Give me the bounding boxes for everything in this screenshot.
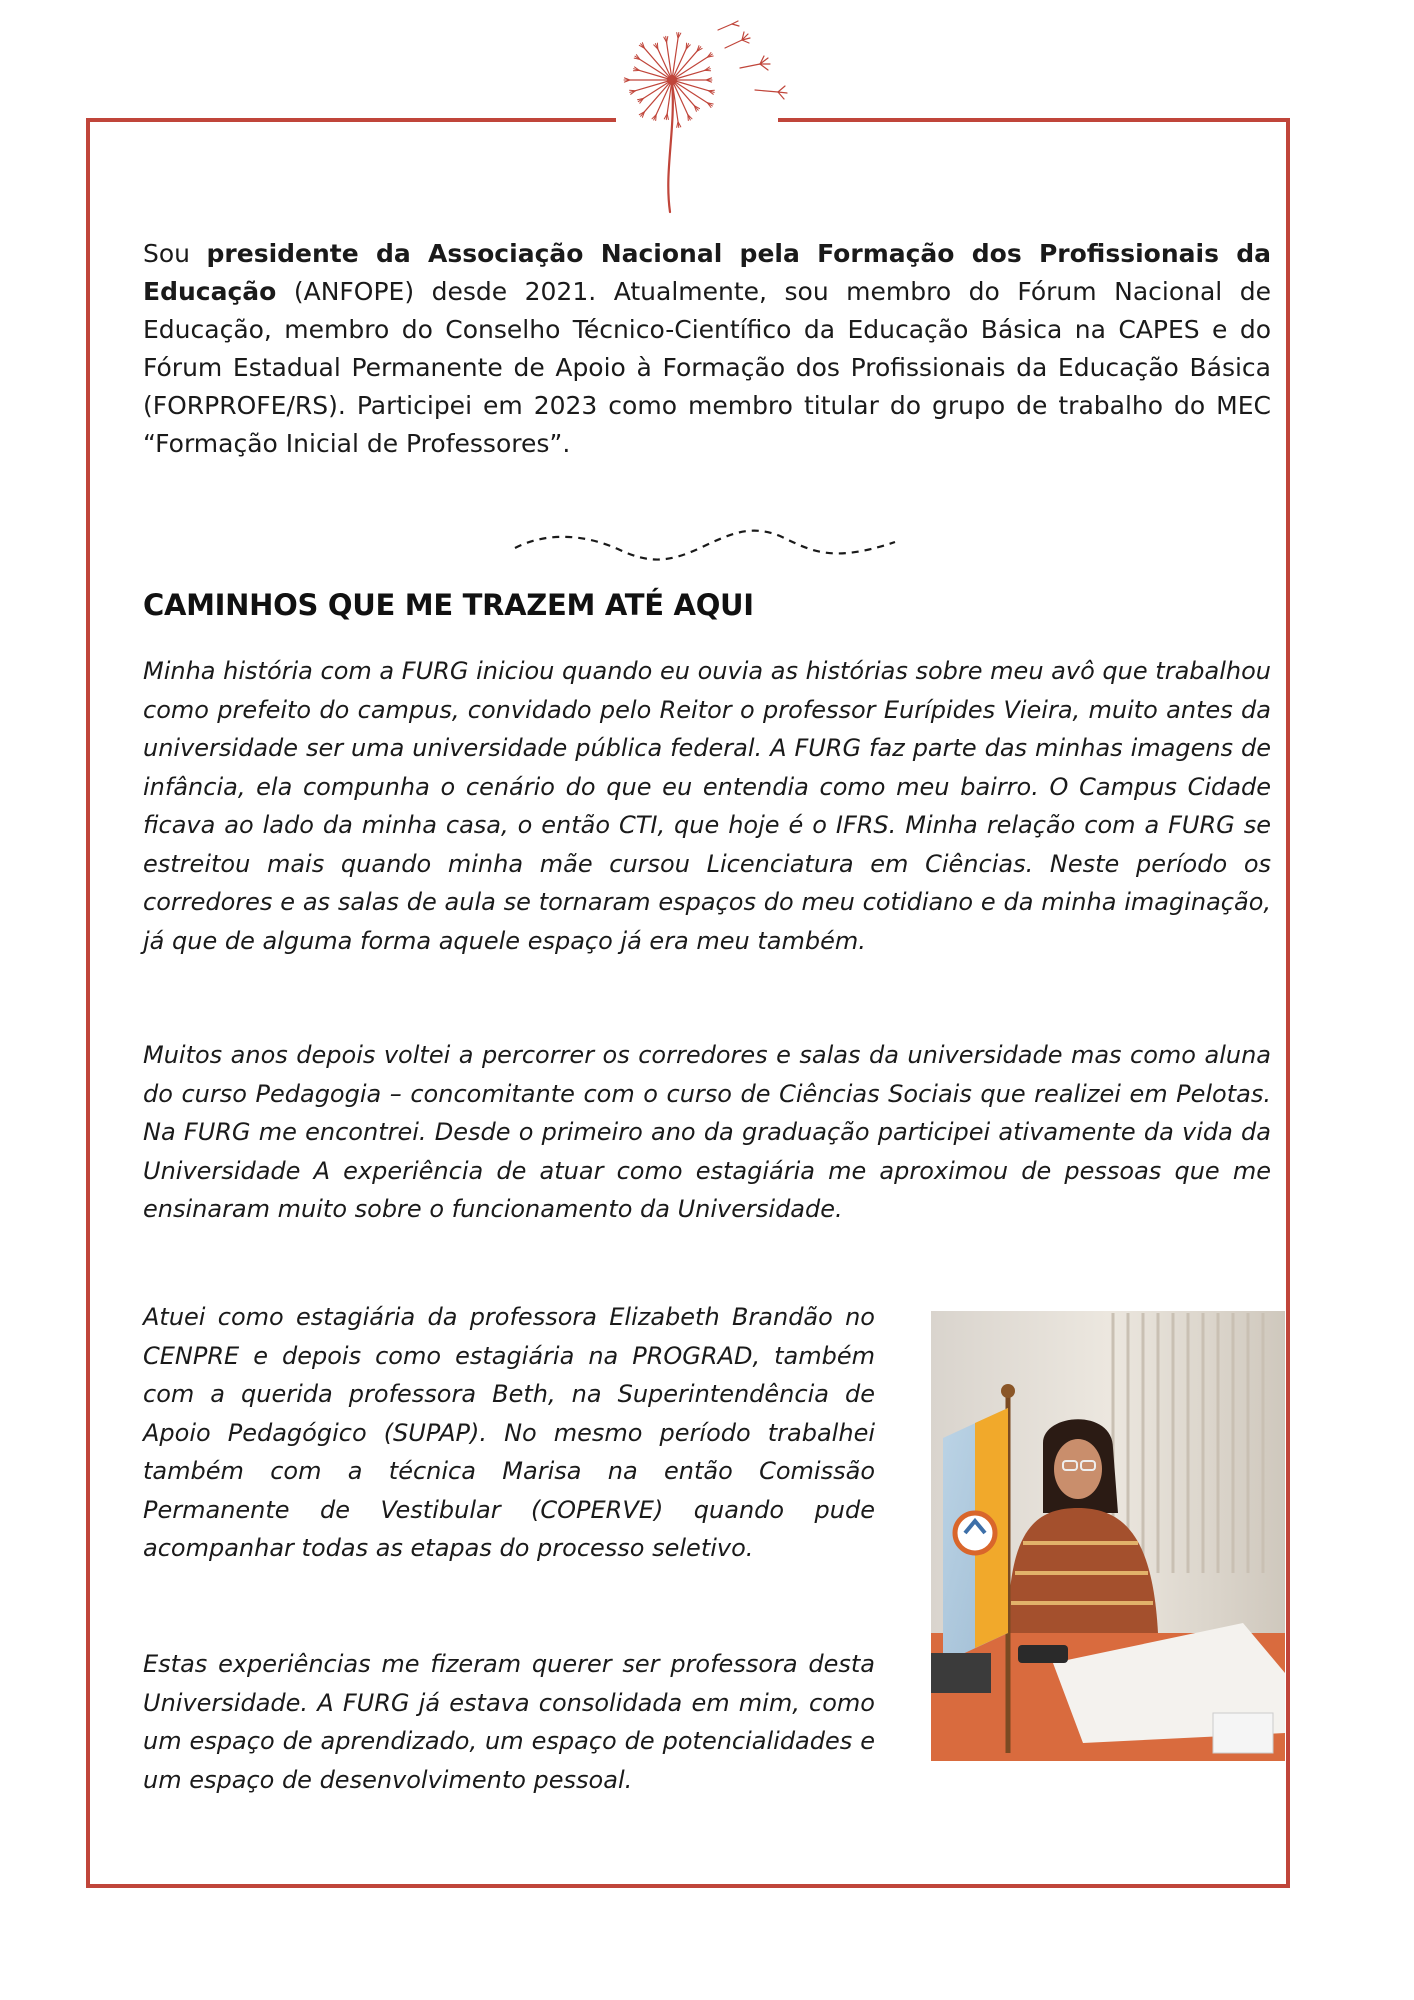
body-paragraph-3: Atuei como estagiária da professora Elizabeth Brandão no CENPRE e depois como estagiária na PROGRAD, também com a querida professora Beth, na Superintendência de Apoio Pedagógico (SUPAP). No mesmo período trabalhei também com a técnica Marisa na então Comissão Permanente de Vestibular (COPERVE) quando pude acompanhar todas as etapas do processo seletivo. <box>143 1303 875 1562</box>
intro-prefix: Sou <box>143 239 207 268</box>
intro-paragraph <box>143 235 1271 463</box>
intro-bold-role: presidente da Associação Nacional pela Formação dos Profissionais da Educação <box>143 239 1271 306</box>
frame-left-border <box>86 118 90 1888</box>
frame-top-right-border <box>778 118 1290 122</box>
body-paragraph-1: Minha história com a FURG iniciou quando eu ouvia as histórias sobre meu avô que trabalhou como prefeito do campus, convidado pelo Reitor o professor Eurípides Vieira, muito antes da universidade ser uma universidade pública federal. A FURG faz parte das minhas imagens de infância, ela compunha o cenário do que eu entendia como meu bairro. O Campus Cidade ficava ao lado da minha casa, o então CTI, que hoje é o IFRS. Minha relação com a FURG se estreitou mais quando minha mãe cursou Licenciatura em Ciências. Neste período os corredores e as salas de aula se tornaram espaços do meu cotidiano e da minha imaginação, já que de alguma forma aquele espaço já era meu também. <box>143 657 1271 955</box>
frame-top-left-border <box>86 118 616 122</box>
portrait-photo <box>913 1273 1285 1797</box>
body-paragraph-2: Muitos anos depois voltei a percorrer os corredores e salas da universidade mas como aluna do curso Pedagogia – concomitante com o curso de Ciências Sociais que realizei em Pelotas. Na FURG me encontrei. Desde o primeiro ano da graduação participei ativamente da vida da Universidade A experiência de atuar como estagiária me aproximou de pessoas que me ensinaram muito sobre o funcionamento da Universidade. <box>143 1041 1271 1223</box>
wavy-divider-icon <box>510 520 900 570</box>
intro-rest: (ANFOPE) desde 2021. Atualmente, sou membro do Fórum Nacional de Educação, membro do Conselho Técnico-Científico da Educação Básica na CAPES e do Fórum Estadual Permanente de Apoio à Formação dos Profissionais da Educação Básica (FORPROFE/RS). Participei em 2023 como membro titular do grupo de trabalho do MEC “Formação Inicial de Professores”. <box>143 277 1271 458</box>
dandelion-icon <box>620 20 790 215</box>
body-paragraph-4: Estas experiências me fizeram querer ser professora desta Universidade. A FURG já estava consolidada em mim, como um espaço de aprendizado, um espaço de potencialidades e um espaço de desenvolvimento pessoal. <box>143 1650 875 1794</box>
section-heading: CAMINHOS QUE ME TRAZEM ATÉ AQUI <box>143 588 754 622</box>
frame-right-border <box>1286 118 1290 1888</box>
frame-bottom-border <box>86 1884 1290 1888</box>
